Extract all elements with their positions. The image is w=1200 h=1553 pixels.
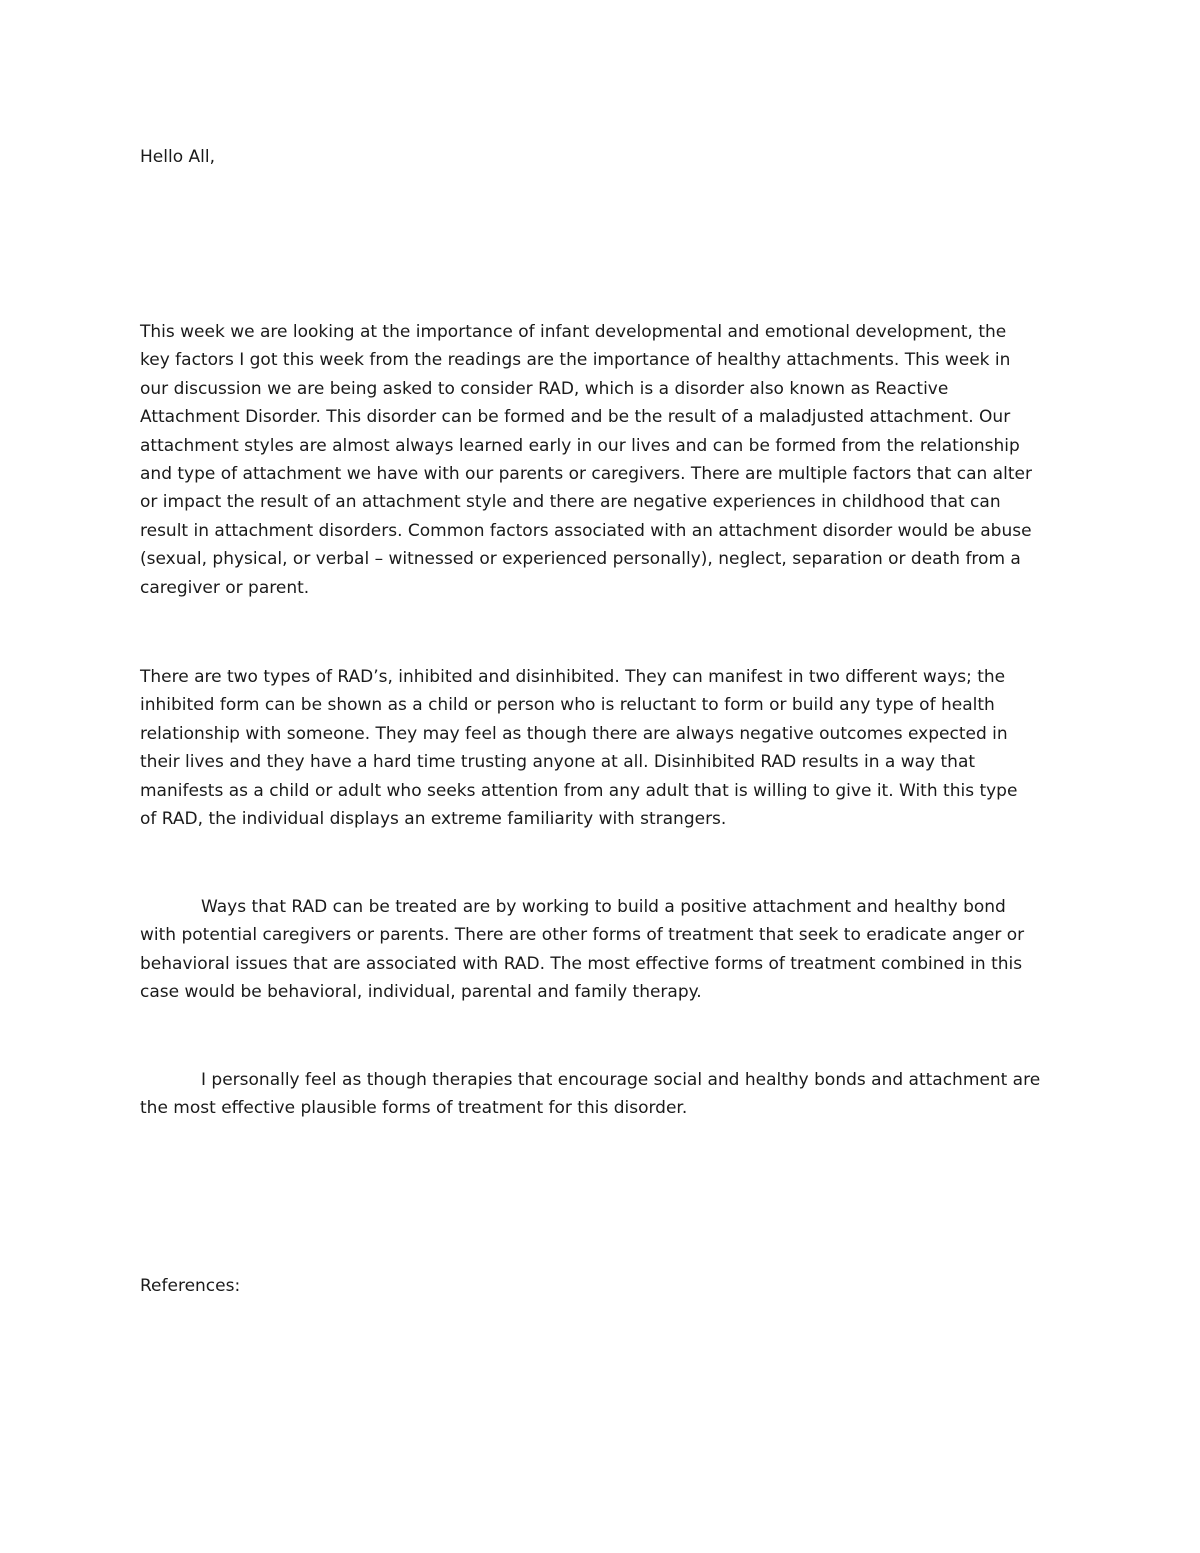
paragraph-rad-types [140,663,1065,833]
paragraph-line: their lives and they have a hard time trusting anyone at all. Disinhibited RAD results in a way that [140,752,976,773]
paragraph-line: I personally feel as though therapies that encourage social and healthy bonds and attachment are [201,1070,1041,1090]
paragraph-line: relationship with someone. They may feel as though there are always negative outcomes expected in [140,723,1008,744]
greeting-text: Hello All, [140,147,215,167]
paragraph-line: and type of attachment we have with our parents or caregivers. There are multiple factors that can alter [140,464,1032,485]
paragraph-line: result in attachment disorders. Common factors associated with an attachment disorder would be abuse [140,520,1032,541]
references-heading-text: References: [140,1276,241,1296]
paragraph-line: or impact the result of an attachment style and there are negative experiences in childhood that can [140,492,1001,513]
paragraph-line: case would be behavioral, individual, parental and family therapy. [140,982,702,1003]
paragraph-line: Attachment Disorder. This disorder can be formed and be the result of a maladjusted attachment. Our [140,407,1011,428]
paragraph-line: key factors I got this week from the readings are the importance of healthy attachments. This week in [140,350,1011,371]
paragraph-line: attachment styles are almost always learned early in our lives and can be formed from the relationship [140,435,1020,456]
paragraph-line: Ways that RAD can be treated are by working to build a positive attachment and healthy bond [201,897,1006,917]
greeting [140,143,1065,171]
paragraph-line: (sexual, physical, or verbal – witnessed or experienced personally), neglect, separation or death from a [140,549,1021,570]
paragraph-line: inhibited form can be shown as a child or person who is reluctant to form or build any type of health [140,695,995,716]
paragraph-attachment-overview [140,318,1065,602]
paragraph-line: of RAD, the individual displays an extreme familiarity with strangers. [140,809,727,830]
paragraph-line: the most effective plausible forms of treatment for this disorder. [140,1098,688,1119]
paragraph-personal-opinion [140,1066,1065,1123]
paragraph-line: behavioral issues that are associated with RAD. The most effective forms of treatment combined in this [140,953,1023,974]
references-heading [140,1272,1065,1300]
paragraph-line: with potential caregivers or parents. There are other forms of treatment that seek to eradicate anger or [140,925,1025,946]
paragraph-line: There are two types of RAD’s, inhibited and disinhibited. They can manifest in two different ways; the [140,667,1006,687]
paragraph-line: our discussion we are being asked to consider RAD, which is a disorder also known as Reactive [140,378,949,399]
paragraph-line: caregiver or parent. [140,577,310,598]
paragraph-line: This week we are looking at the importance of infant developmental and emotional development, the [140,322,1007,342]
paragraph-line: manifests as a child or adult who seeks attention from any adult that is willing to give it. With this type [140,780,1018,801]
paragraph-rad-treatment [140,893,1065,1007]
